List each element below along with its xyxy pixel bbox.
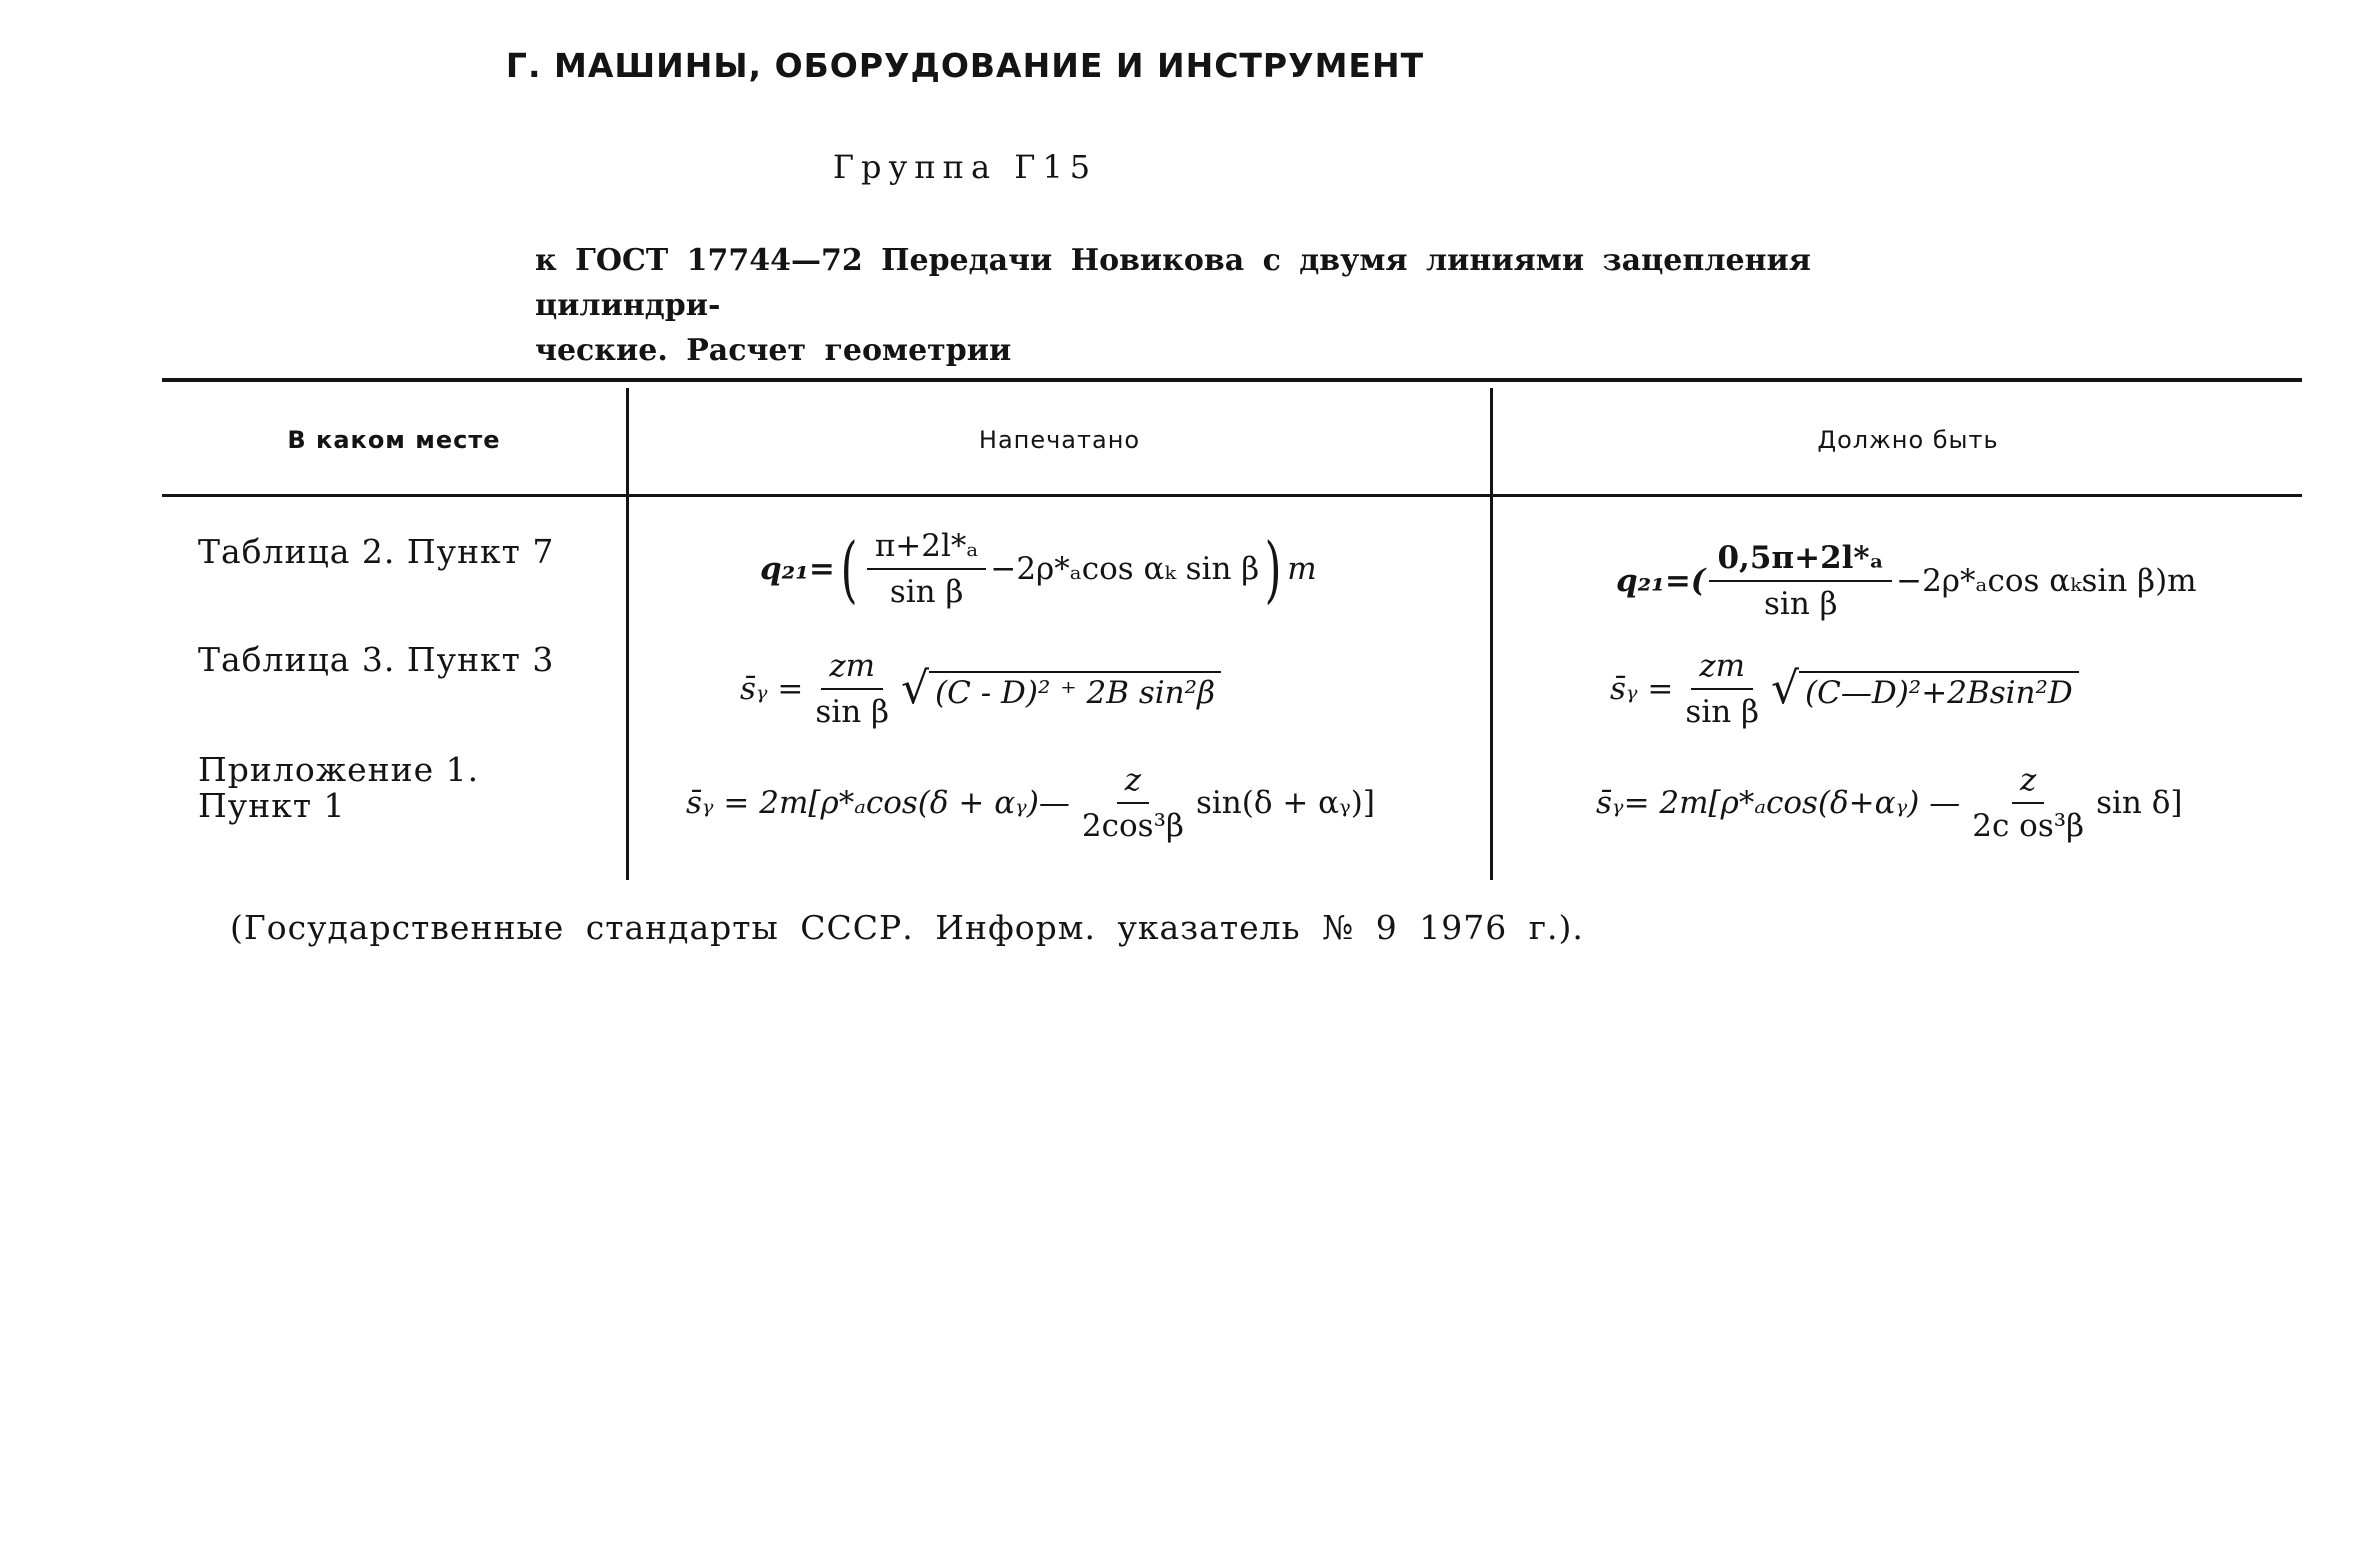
row-2-correct-formula [1610,648,2079,730]
document-title [535,238,1935,373]
formula-end: m [1287,551,1317,587]
document-title-line-2: ческие. Расчет геометрии [535,333,1012,368]
section-title: Г. МАШИНЫ, ОБОРУДОВАНИЕ И ИНСТРУМЕНТ [505,46,1425,85]
formula-fraction [1074,762,1192,844]
formula-tail: sin δ] [2096,785,2183,821]
table-top-rule [162,378,2302,382]
source-footnote: (Государственные стандарты СССР. Информ. указатель № 9 1976 г.). [230,908,1584,947]
row-3-place-line-1: Приложение 1. [198,750,480,789]
row-2-printed-formula [740,648,1221,730]
formula-lhs: s̄ᵧ = [740,671,804,707]
fraction-denominator: sin β [1685,694,1759,730]
formula-lhs: s̄ᵧ= 2m[ρ*ₐcos(δ+αᵧ) — [1596,785,1961,821]
row-1-correct-formula [1616,540,2197,622]
fraction-numerator: π+2l*ₐ [867,528,986,570]
radical-sign-icon: √ [901,663,930,714]
column-header-printed: Напечатано [978,426,1141,454]
formula-tail: sin(δ + αᵧ)] [1195,785,1375,821]
formula-lhs: s̄ᵧ = 2m[ρ*ₐcos(δ + αᵧ)— [686,785,1070,821]
fraction-numerator: z [1117,762,1149,804]
formula-fraction [1677,648,1767,730]
formula-lhs: s̄ᵧ = [1610,671,1674,707]
radicand: (C—D)²+2Bsin²D [1799,671,2079,711]
fraction-denominator: sin β [889,574,964,610]
group-title: Группа Г15 [832,148,1098,186]
row-3-place [198,752,479,824]
row-2-place: Таблица 3. Пункт 3 [198,640,555,679]
row-3-place-line-2: Пункт 1 [198,786,346,825]
row-3-correct-formula [1596,762,2183,844]
fraction-denominator: sin β [1764,586,1838,622]
fraction-numerator: zm [1691,648,1753,690]
row-1-place: Таблица 2. Пункт 7 [198,532,555,571]
column-divider-2 [1490,388,1493,880]
formula-fraction [1964,762,2092,844]
column-divider-1 [626,388,629,880]
formula-fraction [867,528,986,610]
row-1-printed-formula [760,528,1317,610]
row-3-printed-formula [686,762,1375,844]
document-title-line-1: к ГОСТ 17744—72 Передачи Новикова с двумя линиями зацепления цилиндри- [535,243,1811,323]
square-root [901,663,1221,714]
fraction-numerator: z [2012,762,2044,804]
fraction-numerator: 0,5π+2l*ₐ [1709,540,1892,582]
fraction-denominator: sin β [815,694,889,730]
formula-open-paren: ( [840,527,858,611]
formula-fraction [807,648,897,730]
formula-lhs: q₂₁=( [1616,563,1706,599]
formula-tail: −2ρ*ₐcos αₖsin β)m [1896,563,2197,599]
fraction-denominator: 2cos³β [1081,808,1184,844]
formula-lhs: q₂₁= [760,551,835,587]
table-header-rule [162,494,2302,497]
fraction-numerator: zm [821,648,883,690]
formula-close-paren: ) [1264,527,1282,611]
column-header-correct: Должно быть [1817,426,1999,454]
column-header-place: В каком месте [287,426,501,454]
formula-fraction [1709,540,1892,622]
radical-sign-icon: √ [1771,663,1800,714]
formula-tail: −2ρ*ₐcos αₖ sin β [990,551,1260,587]
fraction-denominator: 2c os³β [1972,808,2085,844]
square-root [1771,663,2079,714]
radicand: (C - D)² ⁺ 2B sin²β [929,671,1221,711]
